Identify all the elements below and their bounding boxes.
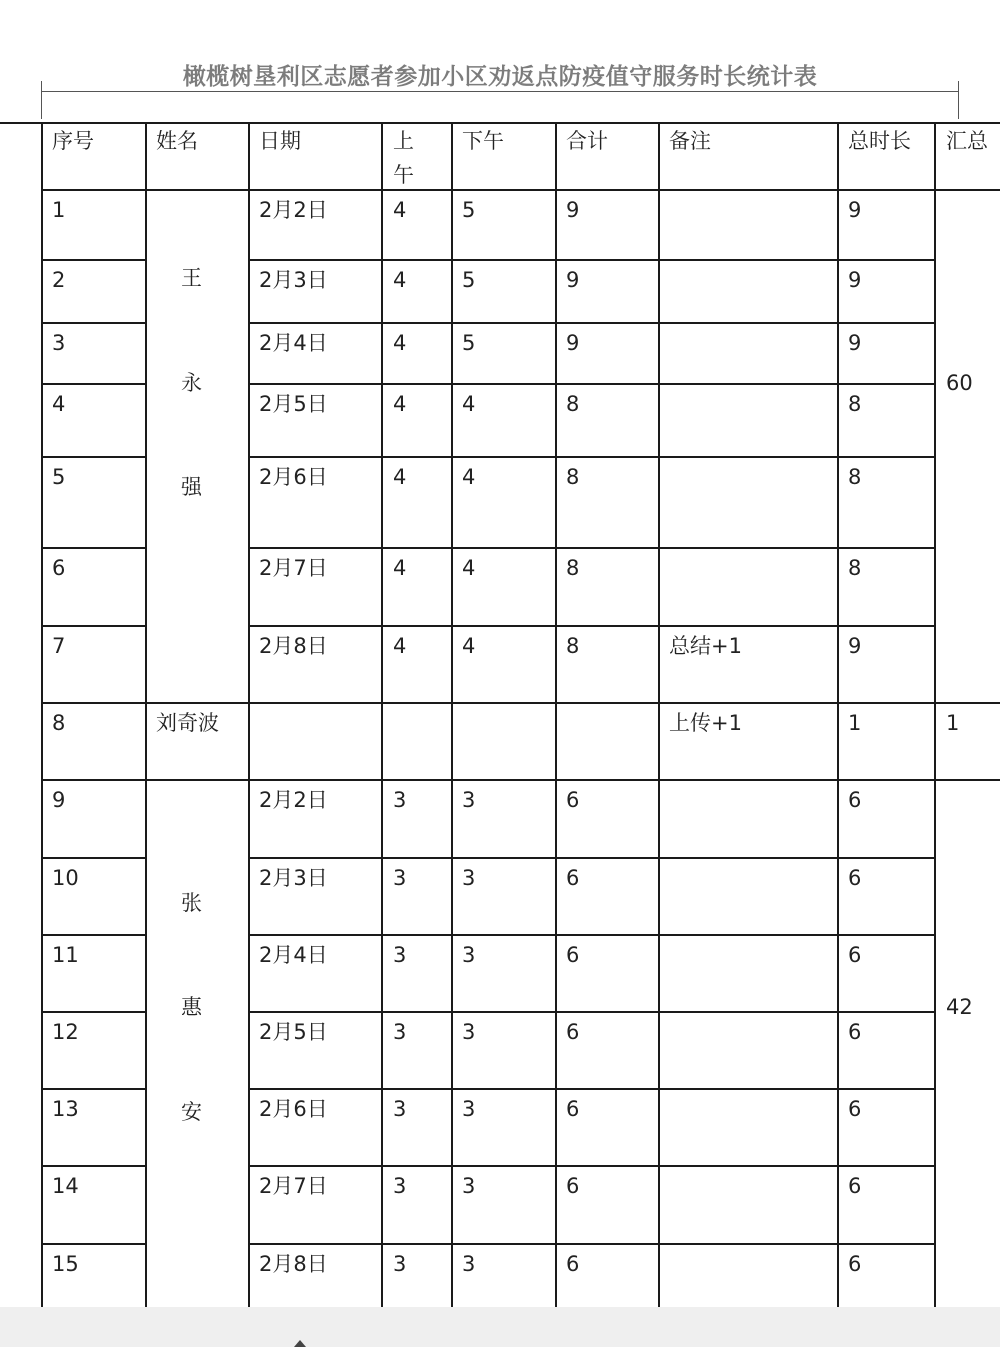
header-total-hours: 总时长 [848,129,911,153]
row-total-hours: 6 [848,1252,862,1276]
row-am: 3 [393,943,407,967]
row-subtotal: 6 [566,1252,580,1276]
header-seq: 序号 [52,129,94,153]
row-subtotal: 6 [566,788,580,812]
volunteer-summary: 60 [946,371,973,395]
row-date: 2月7日 [259,556,328,580]
row-date: 2月3日 [259,268,328,292]
row-border [41,383,145,385]
row-pm: 4 [462,634,476,658]
row-am: 3 [393,1020,407,1044]
row-am: 3 [393,866,407,890]
column-border [451,122,453,1307]
row-date: 2月6日 [259,465,328,489]
volunteer-name-char: 永 [181,371,202,395]
row-border [41,322,145,324]
header-note: 备注 [669,129,711,153]
row-total-hours: 9 [848,198,862,222]
row-border [41,1088,145,1090]
row-border [248,456,934,458]
row-border [41,625,145,627]
row-am: 3 [393,1097,407,1121]
header-summary: 汇总 [946,129,988,153]
row-seq: 14 [52,1174,79,1198]
row-border [248,857,934,859]
row-total-hours: 8 [848,465,862,489]
volunteer-name-char: 王 [181,266,202,290]
row-am: 4 [393,268,407,292]
row-seq: 10 [52,866,79,890]
header-date: 日期 [259,129,301,153]
row-subtotal: 9 [566,331,580,355]
row-date: 2月4日 [259,943,328,967]
row-date: 2月3日 [259,866,328,890]
row-note: 总结+1 [669,634,742,658]
row-seq: 11 [52,943,79,967]
group-border [41,779,1000,781]
row-subtotal: 8 [566,634,580,658]
column-border [381,122,383,1307]
row-pm: 3 [462,788,476,812]
row-date: 2月2日 [259,788,328,812]
row-total-hours: 6 [848,1097,862,1121]
chevron-up-icon[interactable] [294,1340,306,1347]
row-total-hours: 6 [848,866,862,890]
row-border [41,259,145,261]
row-border [41,1243,145,1245]
column-border [934,122,936,1307]
row-border [248,383,934,385]
row-pm: 3 [462,866,476,890]
column-border [145,122,147,1307]
row-seq: 4 [52,392,66,416]
row-pm: 5 [462,268,476,292]
row-total-hours: 8 [848,556,862,580]
row-total-hours: 1 [848,711,862,735]
row-subtotal: 6 [566,866,580,890]
volunteer-name-char: 张 [181,891,202,915]
row-seq: 1 [52,198,66,222]
row-border [248,625,934,627]
row-total-hours: 6 [848,1174,862,1198]
header-subtotal: 合计 [566,129,608,153]
row-pm: 4 [462,556,476,580]
row-am: 4 [393,392,407,416]
column-border [555,122,557,1307]
volunteer-name-char: 惠 [181,995,202,1019]
row-pm: 3 [462,1020,476,1044]
row-border [248,259,934,261]
row-am: 4 [393,331,407,355]
row-am: 3 [393,1252,407,1276]
row-border [41,1011,145,1013]
row-am: 4 [393,556,407,580]
volunteer-name: 刘奇波 [156,711,219,735]
row-border [41,547,145,549]
row-date: 2月5日 [259,1020,328,1044]
row-seq: 9 [52,788,66,812]
row-seq: 12 [52,1020,79,1044]
volunteer-name-char: 强 [181,475,202,499]
row-am: 3 [393,1174,407,1198]
row-total-hours: 6 [848,943,862,967]
row-border [41,456,145,458]
row-border [248,934,934,936]
row-date: 2月5日 [259,392,328,416]
row-pm: 3 [462,1174,476,1198]
row-date: 2月8日 [259,634,328,658]
row-am: 4 [393,634,407,658]
volunteer-summary: 42 [946,995,973,1019]
row-subtotal: 8 [566,465,580,489]
row-seq: 8 [52,711,66,735]
group-border [41,702,1000,704]
row-subtotal: 9 [566,198,580,222]
row-subtotal: 6 [566,943,580,967]
row-border [41,934,145,936]
row-am: 4 [393,198,407,222]
row-am: 3 [393,788,407,812]
row-pm: 4 [462,392,476,416]
row-seq: 3 [52,331,66,355]
row-am: 4 [393,465,407,489]
row-total-hours: 9 [848,268,862,292]
row-pm: 5 [462,198,476,222]
header-name: 姓名 [156,129,198,153]
row-total-hours: 8 [848,392,862,416]
column-border [248,122,250,1307]
header-am: 午 [393,163,414,187]
row-date: 2月6日 [259,1097,328,1121]
header-pm: 下午 [462,129,504,153]
row-subtotal: 8 [566,392,580,416]
bottom-toolbar [0,1307,1000,1347]
row-border [248,547,934,549]
column-border [658,122,660,1307]
row-total-hours: 9 [848,634,862,658]
row-border [41,1165,145,1167]
column-border [837,122,839,1307]
row-seq: 2 [52,268,66,292]
row-seq: 15 [52,1252,79,1276]
row-subtotal: 6 [566,1097,580,1121]
row-border [248,1011,934,1013]
row-border [248,1088,934,1090]
row-date: 2月2日 [259,198,328,222]
row-date: 2月7日 [259,1174,328,1198]
row-pm: 3 [462,1252,476,1276]
row-date: 2月8日 [259,1252,328,1276]
row-border [248,322,934,324]
row-date: 2月4日 [259,331,328,355]
row-pm: 4 [462,465,476,489]
row-seq: 7 [52,634,66,658]
row-pm: 3 [462,943,476,967]
row-total-hours: 6 [848,788,862,812]
row-pm: 5 [462,331,476,355]
row-seq: 5 [52,465,66,489]
volunteer-name-char: 安 [181,1100,202,1124]
row-subtotal: 8 [566,556,580,580]
row-border [41,857,145,859]
header-bottom-rule [41,189,1000,191]
row-pm: 3 [462,1097,476,1121]
row-total-hours: 9 [848,331,862,355]
row-subtotal: 6 [566,1174,580,1198]
column-border [41,122,43,1307]
row-subtotal: 9 [566,268,580,292]
row-note: 上传+1 [669,711,742,735]
page-title: 橄榄树垦利区志愿者参加小区劝返点防疫值守服务时长统计表 [182,64,818,90]
row-seq: 6 [52,556,66,580]
header-am: 上 [393,129,414,153]
row-border [248,1165,934,1167]
row-border [248,1243,934,1245]
row-subtotal: 6 [566,1020,580,1044]
volunteer-summary: 1 [946,711,960,735]
row-total-hours: 6 [848,1020,862,1044]
row-seq: 13 [52,1097,79,1121]
